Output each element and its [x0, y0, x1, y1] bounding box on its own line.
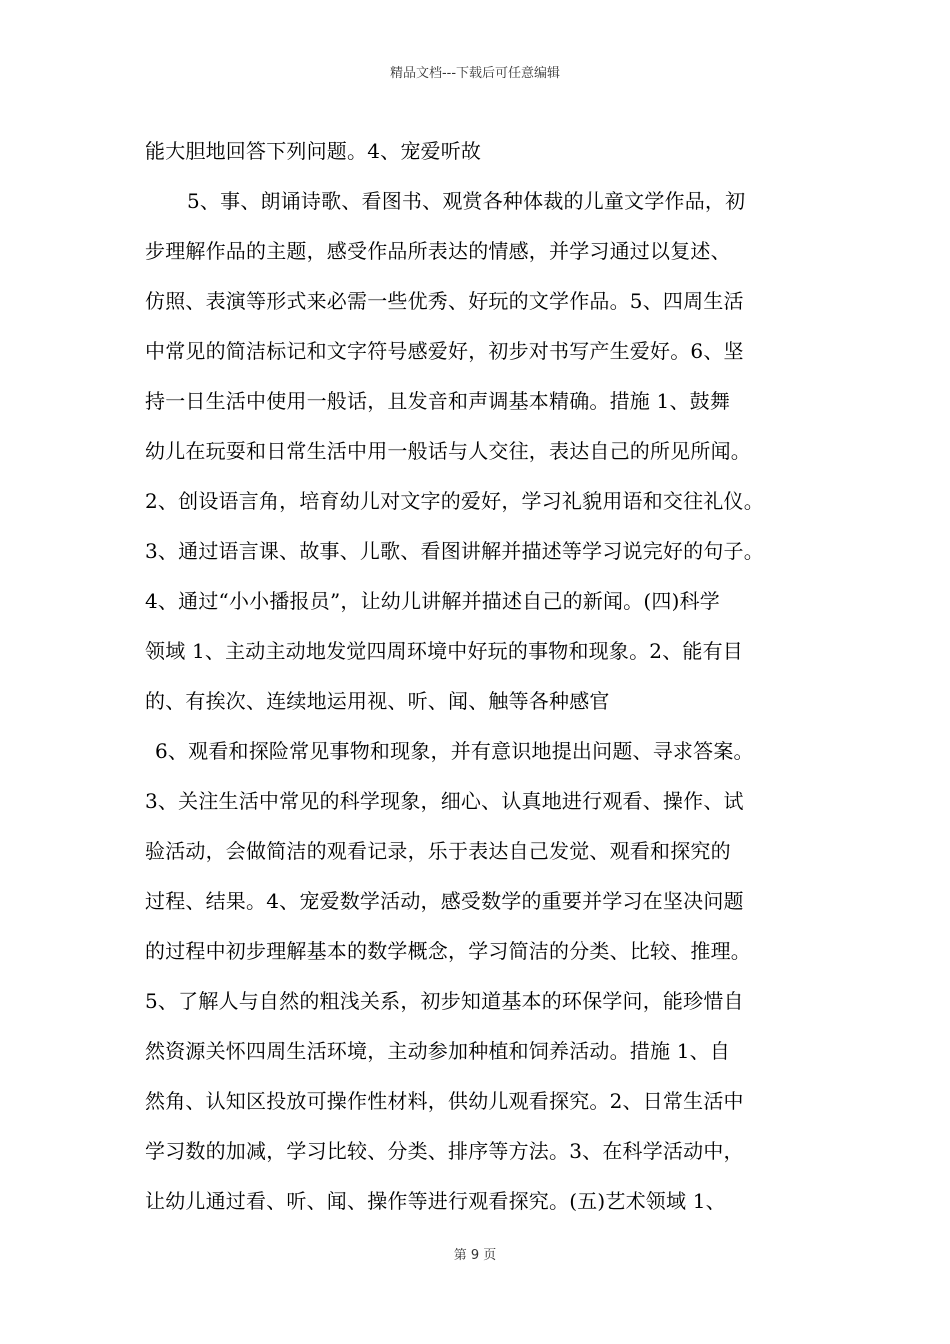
body-line: 5、了解人与自然的粗浅关系，初步知道基本的环保学问，能珍惜自: [145, 989, 744, 1013]
body-line: 3、通过语言课、故事、儿歌、看图讲解并描述等学习说完好的句子。: [145, 539, 764, 563]
body-line: 的过程中初步理解基本的数学概念，学习简洁的分类、比较、推理。: [145, 939, 751, 963]
body-line: 6、观看和探险常见事物和现象，并有意识地提出问题、寻求答案。: [155, 739, 754, 763]
body-line: 验活动，会做简洁的观看记录，乐于表达自己发觉、观看和探究的: [145, 839, 731, 863]
body-line: 持一日生活中使用一般话，且发音和声调基本精确。措施 1、鼓舞: [145, 389, 731, 413]
body-line: 过程、结果。4、宠爱数学活动，感受数学的重要并学习在坚决问题: [145, 889, 744, 913]
body-line: 领域 1、主动主动地发觉四周环境中好玩的事物和现象。2、能有目: [145, 639, 744, 663]
body-line: 4、通过“小小播报员”，让幼儿讲解并描述自己的新闻。(四)科学: [145, 589, 720, 613]
page-header: 精品文档---下载后可任意编辑: [389, 66, 561, 81]
body-line: 幼儿在玩耍和日常生活中用一般话与人交往，表达自己的所见所闻。: [145, 439, 751, 463]
body-line: 的、有挨次、连续地运用视、听、闻、触等各种感官: [145, 689, 610, 713]
body-line: 能大胆地回答下列问题。4、宠爱听故: [145, 139, 482, 163]
body-line: 然角、认知区投放可操作性材料，供幼儿观看探究。2、日常生活中: [145, 1089, 744, 1113]
body-line: 中常见的简洁标记和文字符号感爱好，初步对书写产生爱好。6、坚: [145, 339, 744, 363]
body-line: 3、关注生活中常见的科学现象，细心、认真地进行观看、操作、试: [145, 789, 744, 813]
body-line: 仿照、表演等形式来必需一些优秀、好玩的文学作品。5、四周生活: [145, 289, 744, 313]
body-line: 让幼儿通过看、听、闻、操作等进行观看探究。(五)艺术领域 1、: [145, 1189, 726, 1213]
body-line: 5、事、朗诵诗歌、看图书、观赏各种体裁的儿童文学作品，初: [187, 189, 746, 213]
body-line: 学习数的加减，学习比较、分类、排序等方法。3、在科学活动中，: [145, 1139, 744, 1163]
body-line: 步理解作品的主题，感受作品所表达的情感，并学习通过以复述、: [145, 239, 731, 263]
body-line: 然资源关怀四周生活环境，主动参加种植和饲养活动。措施 1、自: [145, 1039, 731, 1063]
body-line: 2、创设语言角，培育幼儿对文字的爱好，学习礼貌用语和交往礼仪。: [145, 489, 764, 513]
page-number: 第 9 页: [453, 1248, 497, 1263]
